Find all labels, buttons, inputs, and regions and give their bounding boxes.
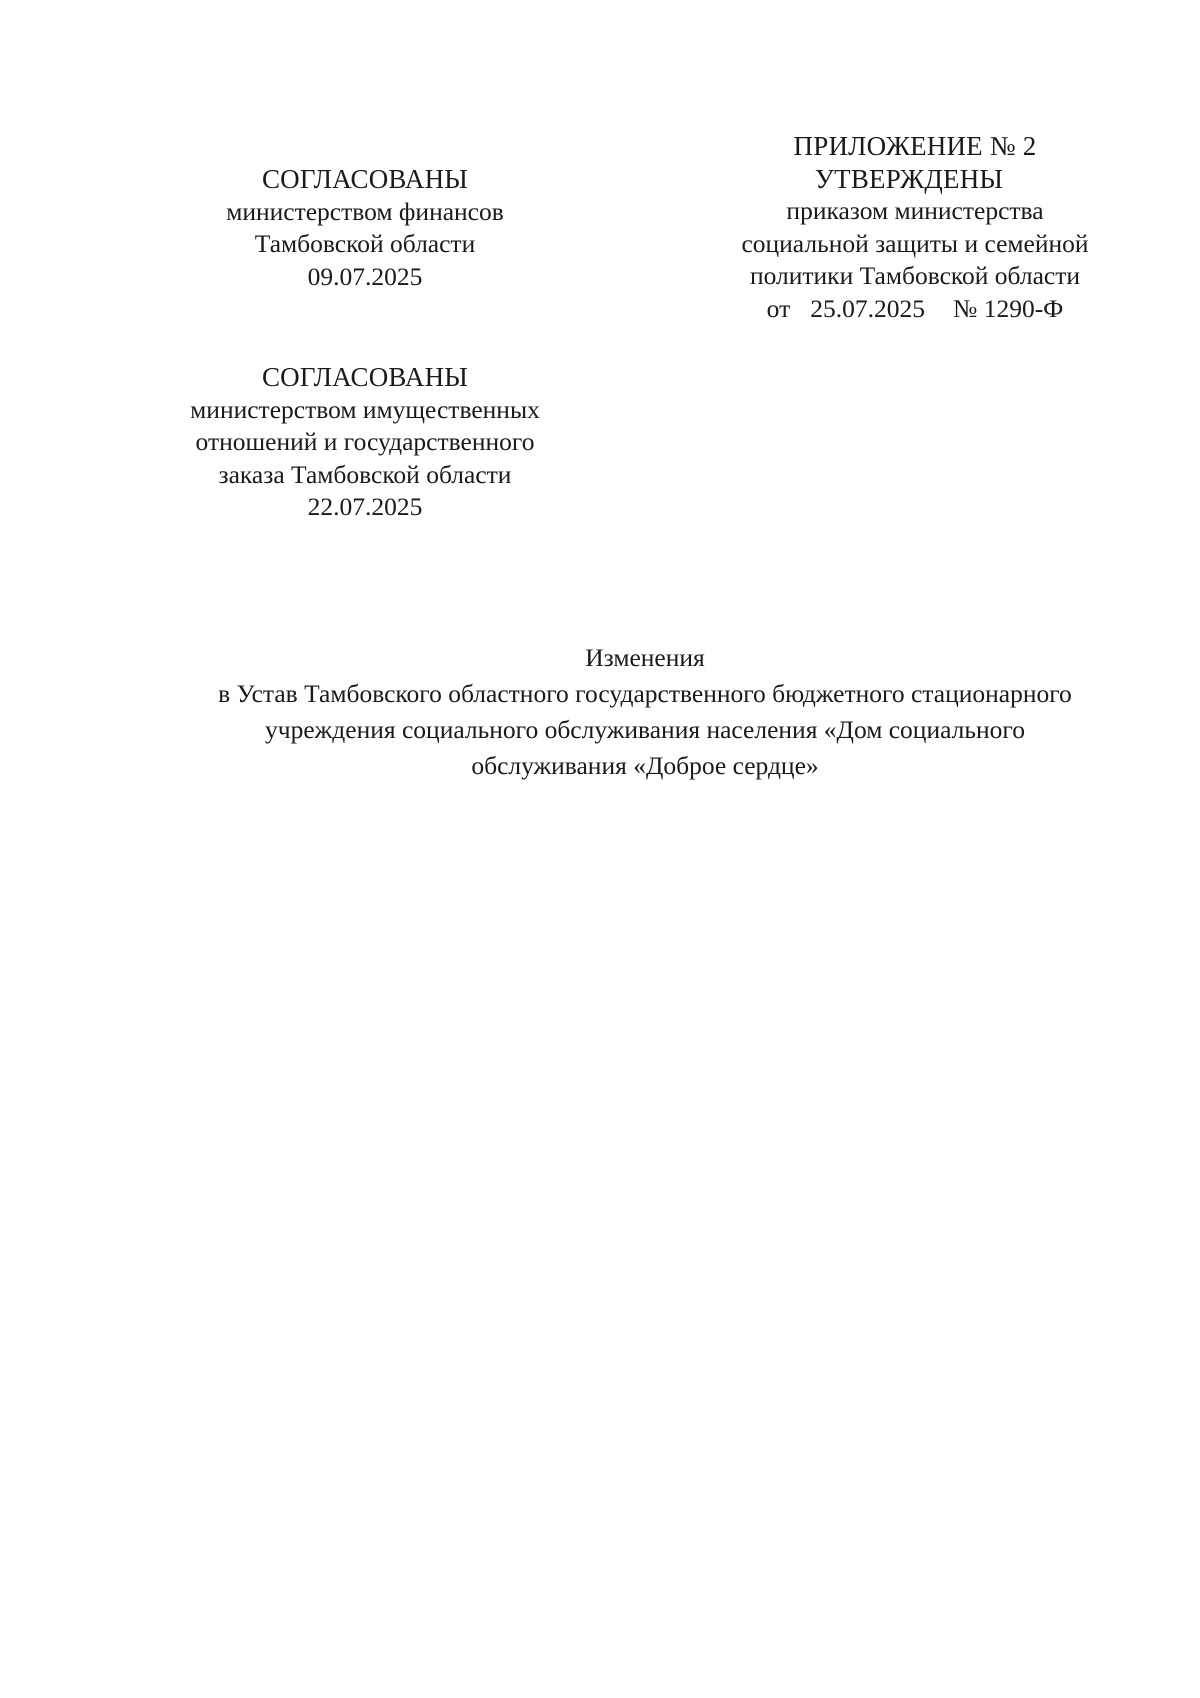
appendix-date-prefix: от [766,293,791,323]
appendix-date-line [690,293,1140,326]
approval-property-block [140,361,590,524]
appendix-line2: социальной защиты и семейной [741,228,1089,258]
approval-finance-date: 09.07.2025 [307,261,423,291]
approval-property-heading: СОГЛАСОВАНЫ [261,362,469,392]
appendix-block [690,130,1140,325]
approval-property-line2: отношений и государственного [195,427,535,456]
approval-finance-line1: министерством финансов [226,196,504,226]
changes-line3: обслуживания «Доброе сердце» [471,751,819,780]
changes-line2: учреждения социального обслуживания населения «Дом социального [265,715,1025,744]
changes-line1: в Устав Тамбовского областного государственного бюджетного стационарного [218,679,1072,708]
appendix-heading: УТВЕРЖДЕНЫ [814,163,1004,194]
approval-finance-block [160,163,570,293]
changes-title: Изменения [585,643,705,672]
appendix-line1: приказом министерства [786,196,1044,225]
approval-property-line1: министерством имущественных [190,394,540,424]
approval-property-line3: заказа Тамбовской области [218,459,512,489]
appendix-number: № 1290-Ф [952,293,1064,323]
approval-property-date: 22.07.2025 [307,492,423,521]
approval-finance-line2: Тамбовской области [254,229,476,258]
appendix-date: 25.07.2025 [810,293,925,323]
changes-title-block [140,640,1150,784]
appendix-title: ПРИЛОЖЕНИЕ № 2 [793,131,1037,161]
appendix-line3: политики Тамбовской области [749,261,1081,290]
approval-finance-heading: СОГЛАСОВАНЫ [261,164,469,194]
